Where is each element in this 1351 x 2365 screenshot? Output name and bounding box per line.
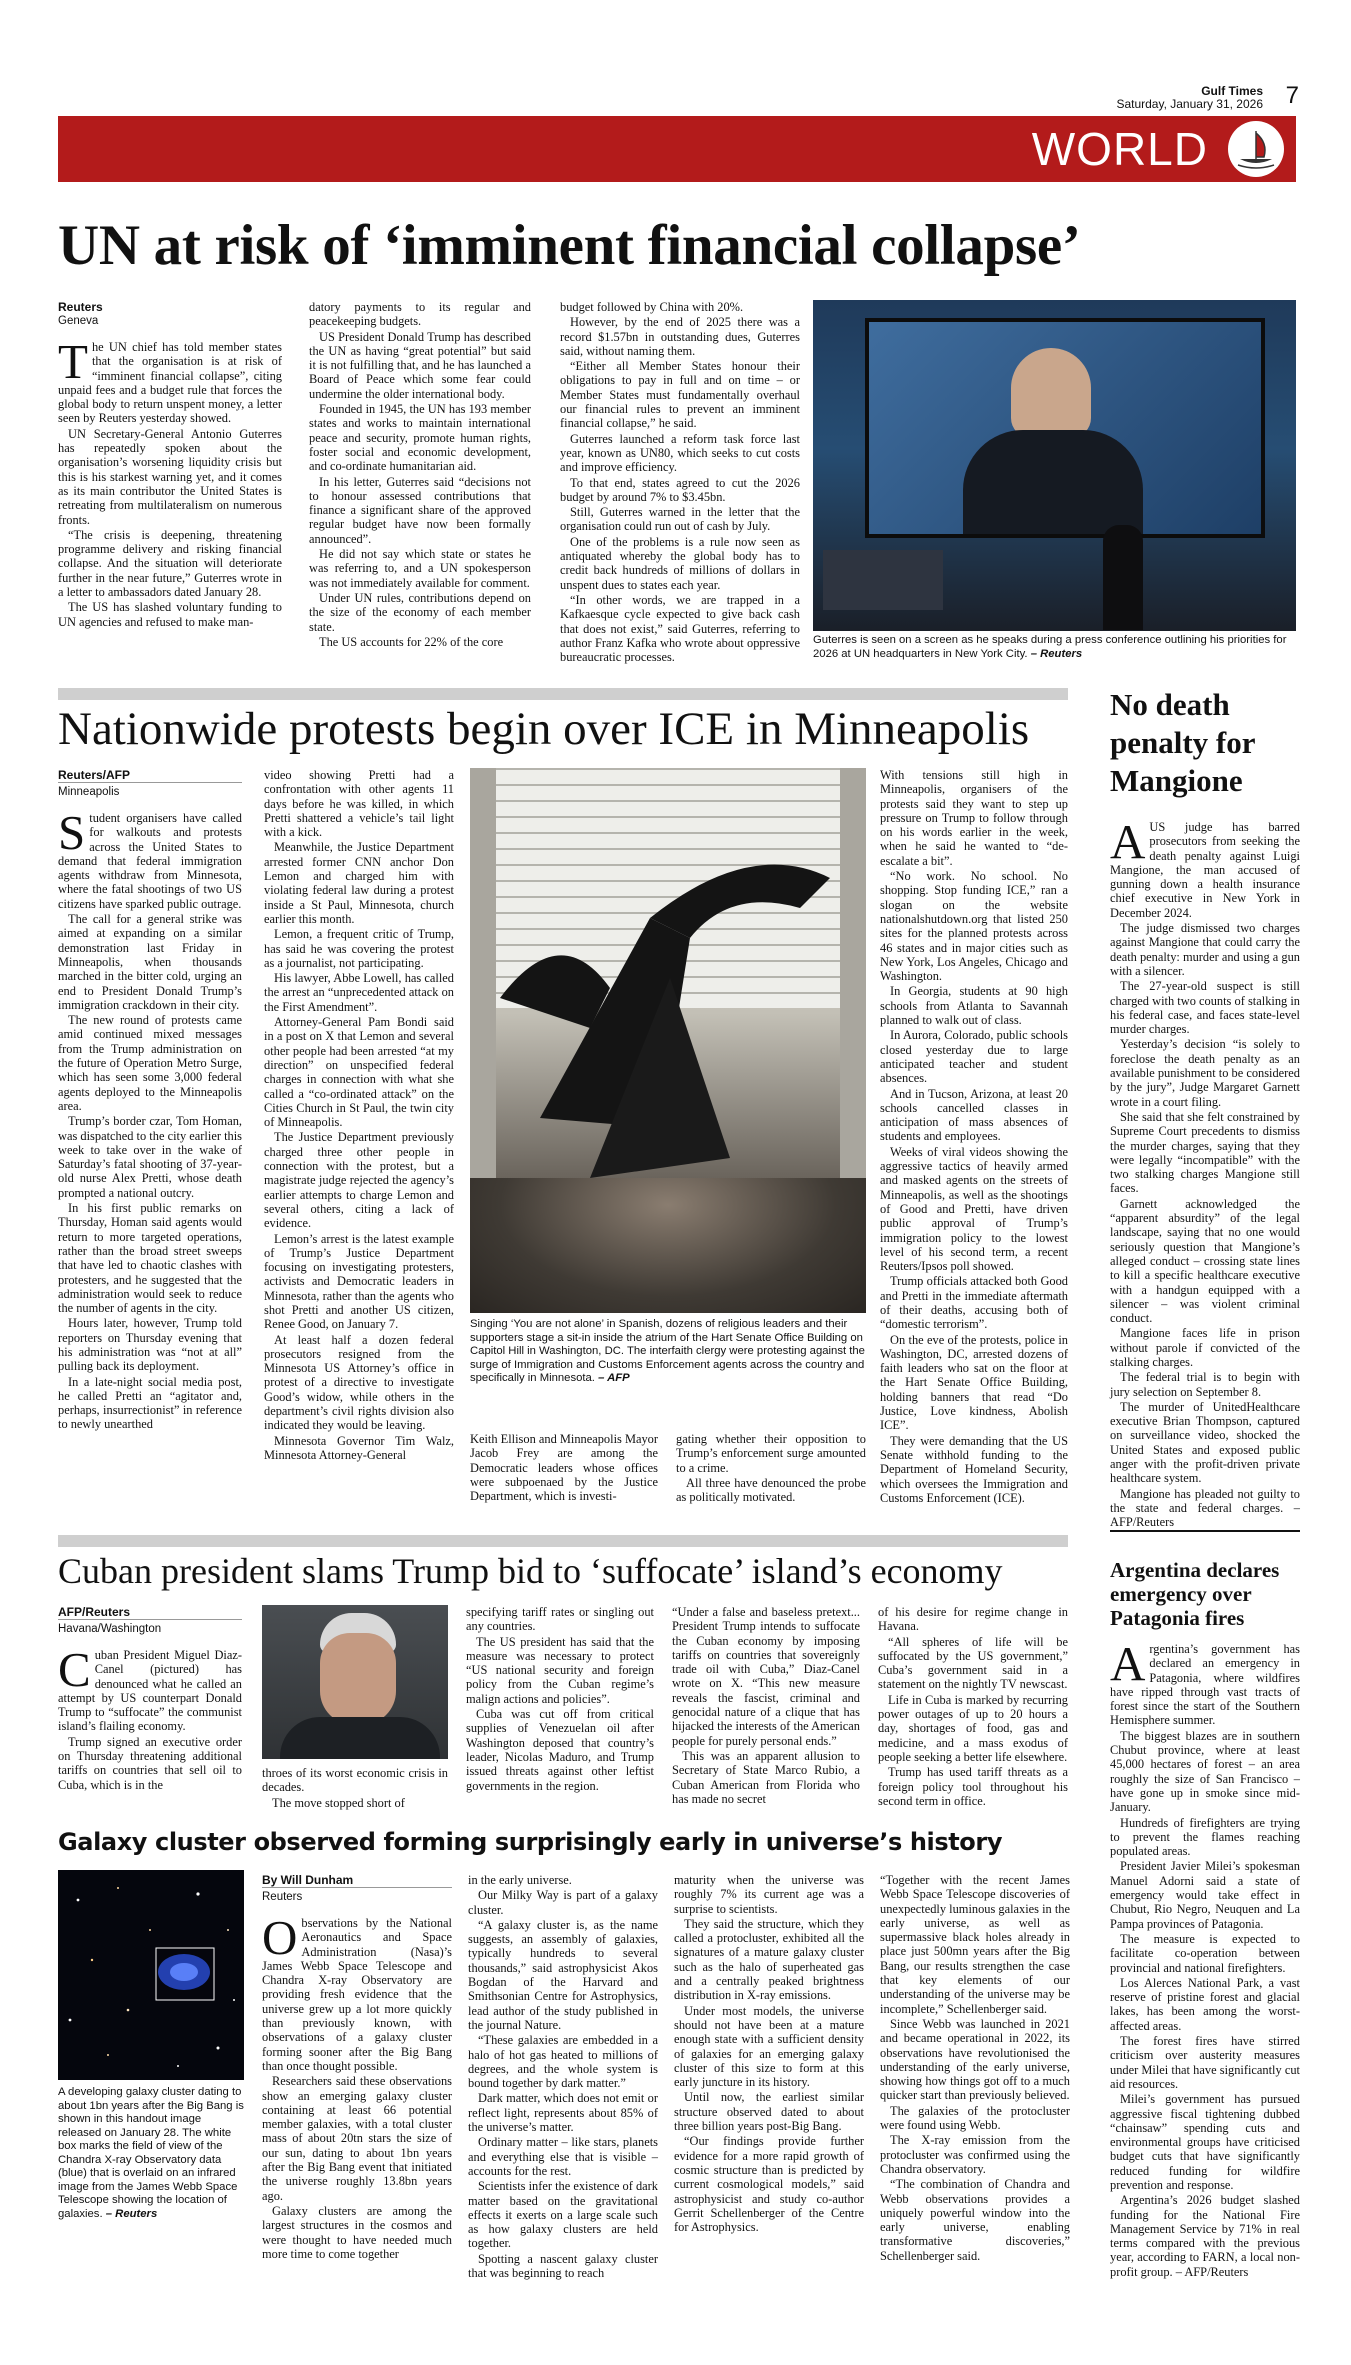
ice-paragraph: Meanwhile, the Justice Department arrested former CNN anchor Don Lemon and charged him with violating federal law during a protest inside a St Paul, Minnesota, church earlier this month.: [264, 840, 454, 926]
galaxy-paragraph: They said the structure, which they called a protocluster, exhibited all the signatures of a mature galaxy cluster such as the halo of superheated gas and a centrally peaked brightness distribution in X-ray emissions.: [674, 1916, 864, 2003]
un-byline: Reuters: [58, 300, 103, 314]
galaxy-paragraph: maturity when the universe was roughly 7% its current age was a surprise to scientists.: [674, 1873, 864, 1916]
un-paragraph: datory payments to its regular and peacekeeping budgets.: [309, 300, 531, 329]
ice-paragraph: In his first public remarks on Thursday, Homan said agents would return to more targeted operations, rather than the broad street sweeps that have led to chaotic clashes with protesters, and he suggested that the administration would seek to reduce the number of agents in the city.: [58, 1201, 242, 1316]
galaxy-paragraph: Until now, the earliest similar structure observed dated to about three billion years post-Big Bang.: [674, 2090, 864, 2134]
argentina-paragraph: The measure is expected to facilitate co-operation between provincial and national firefighters.: [1110, 1931, 1300, 1975]
galaxy-paragraph: “Together with the recent James Webb Space Telescope discoveries of unexpectedly luminous galaxies in the early universe, as well as supermassive black holes already in place just 500mn years after the Big Bang, our results strengthen the case that key elements of our understanding of the universe may be incomplete,” Schellenberger said.: [880, 1873, 1070, 2016]
un-dateline: Geneva: [58, 315, 99, 327]
un-col-3: [560, 300, 800, 665]
ice-paragraph: Hours later, however, Trump told reporters on Thursday evening that his administration was “not at all” pulling back its deployment.: [58, 1316, 242, 1374]
galaxy-col-2: [468, 1873, 658, 2281]
sidebar-divider: [1110, 1530, 1300, 1532]
galaxy-byline: By Will Dunham: [262, 1873, 354, 1887]
galaxy-paragraph: “The combination of Chandra and Webb observations provides a uniquely powerful window into the early universe, enabling transformative discoveries,” Schellenberger said.: [880, 2177, 1070, 2263]
mangione-paragraph: Mangione has pleaded not guilty to the state and federal charges. – AFP/Reuters: [1110, 1486, 1300, 1530]
un-paragraph: The US accounts for 22% of the core: [319, 634, 504, 649]
galaxy-paragraph: Researchers said these observations show an emerging galaxy cluster containing at least 66 potential member galaxies, with a total cluster mass of about 20tn stars the size of our sun, dating to about 1bn years after the Big Bang event that initiated the universe roughly 13.8bn years ago.: [262, 2074, 452, 2203]
ice-dateline: Minneapolis: [58, 782, 242, 799]
caption-text: Guterres is seen on a screen as he speaks during a press conference outlining his priorities for 2026 at UN headquarters in New York City.: [813, 634, 1287, 660]
ice-paragraph: gating whether their opposition to Trump’s enforcement surge amounted to a crime.: [676, 1432, 866, 1475]
caption-text: Singing ‘You are not alone’ in Spanish, dozens of religious leaders and their supporters stage a sit-in inside the atrium of the Hart Senate Office Building on Capitol Hill in Washington, DC. The interfaith clergy were protesting against the surge of Immigration and Customs Enforcement agents across the country and specifically in Minnesota.: [470, 1318, 865, 1384]
ice-paragraph: Trump’s border czar, Tom Homan, was dispatched to the city earlier this week to take over in the wake of Saturday’s fatal shooting of 37-year-old nurse Alex Pretti, whose death prompted a national outcry.: [58, 1114, 242, 1200]
un-paragraph: In his letter, Guterres said “decisions not to honour assessed contributions that finance a significant share of the approved regular budget have now been formally announced”.: [309, 474, 531, 546]
ice-paragraph: In Georgia, students at 90 high schools from Atlanta to Savannah planned to walk out of class.: [880, 984, 1068, 1028]
galaxy-dateline: Reuters: [262, 1887, 452, 1904]
mangione-paragraph: Mangione faces life in prison without parole if convicted of the stalking charges.: [1110, 1326, 1300, 1369]
argentina-paragraph: Hundreds of firefighters are trying to prevent the flames reaching populated areas.: [1110, 1815, 1300, 1859]
galaxy-cluster-photo: [58, 1870, 244, 2080]
cuba-paragraph: Trump signed an executive order on Thursday threatening additional tariffs on countries that sell oil to Cuba, which is in the: [58, 1734, 242, 1792]
issue-date: Saturday, January 31, 2026: [1116, 97, 1263, 111]
cuba-byline: AFP/Reuters: [58, 1605, 131, 1619]
argentina-paragraph: The biggest blazes are in southern Chubut province, where at least 45,000 hectares of forest – an area roughly the size of San Francisco – have gone up in smoke since mid-January.: [1110, 1728, 1300, 1815]
ice-col-3: [470, 1432, 658, 1504]
cuba-headline: Cuban president slams Trump bid to ‘suffocate’ island’s economy: [58, 1551, 1003, 1591]
galaxy-paragraph: Scientists infer the existence of dark matter based on the gravitational effects it exerts on a large scale such as how galaxy clusters are held together.: [468, 2179, 658, 2251]
un-paragraph: “Either all Member States honour their obligations to pay in full and on time – or Member States must fundamentally overhaul our financial rules to prevent an imminent financial collapse,” he said.: [560, 359, 800, 431]
cuba-paragraph: of his desire for regime change in Havana.: [878, 1605, 1068, 1634]
un-col-1: [58, 300, 282, 630]
cuba-dateline: Havana/Washington: [58, 1619, 242, 1636]
galaxy-paragraph: Observations by the National Aeronautics and Space Administration (Nasa)’s James Webb Space Telescope and Chandra X-ray Observatory are providing fresh evidence that the universe grew up a lot more quickly than previously known, with observations of a galaxy cluster forming sooner after the Big Bang than once thought possible.: [262, 1910, 452, 2073]
dhow-logo-icon: [1228, 121, 1284, 177]
mangione-paragraph: AUS judge has barred prosecutors from seeking the death penalty against Luigi Mangione, the man accused of gunning down a health insurance chief executive in New York in December 2024.: [1110, 814, 1300, 920]
un-paragraph: Still, Guterres warned in the letter that the organisation could run out of cash by July.: [560, 505, 800, 534]
argentina-paragraph: Milei’s government has pursued aggressive fiscal tightening dubbed “chainsaw” spending cuts and environmental groups have criticised budget cuts that have significantly reduced funding for wildfire prevention and response.: [1110, 2092, 1300, 2192]
galaxy-col-3: [674, 1873, 864, 2235]
section-title: WORLD: [1031, 123, 1208, 175]
cuba-col-4: [672, 1605, 860, 1807]
ice-paragraph: Lemon, a frequent critic of Trump, has said he was covering the protest as a journalist, not participating.: [264, 927, 454, 970]
ice-paragraph: In Aurora, Colorado, public schools closed yesterday due to large anticipated teacher and student absences.: [880, 1028, 1068, 1086]
cuba-paragraph: “Under a false and baseless pretext... President Trump intends to suffocate the Cuban economy by imposing tariffs on countries that sovereignly trade oil with Cuba,” Diaz-Canel wrote on X. “This new measure reveals the fascist, criminal and genocidal nature of a clique that has hijacked the interests of the American people for purely personal ends.”: [672, 1605, 860, 1748]
cuba-paragraph: specifying tariff rates or singling out any countries.: [466, 1605, 654, 1634]
un-paragraph: One of the problems is a rule now seen as antiquated whereby the global body has to credit back hundreds of millions of dollars in unspent dues to states each year.: [560, 534, 800, 592]
mangione-headline: No death penalty for Mangione: [1110, 687, 1255, 798]
ice-paragraph: At least half a dozen federal prosecutors resigned from the Minnesota US Attorney’s office in protest of a directive to investigate Good’s widow, while others in the department’s civil rights division also indicated they would be leaving.: [264, 1332, 454, 1433]
ice-paragraph: And in Tucson, Arizona, at least 20 schools cancelled classes in anticipation of mass absences of students and employees.: [880, 1086, 1068, 1144]
galaxy-paragraph: in the early universe.: [468, 1873, 572, 1887]
page-number: 7: [1285, 82, 1299, 109]
ice-paragraph: All three have denounced the probe as politically motivated.: [676, 1475, 866, 1505]
galaxy-paragraph: Ordinary matter – like stars, planets and everything else that is visible – accounts for the rest.: [468, 2135, 658, 2178]
ice-paragraph: In a late-night social media post, he called Pretti an “agitator and, perhaps, insurrectionist” in reference to newly unearthed: [58, 1374, 242, 1432]
galaxy-paragraph: Under most models, the universe should not have been at a mature enough state with a sufficient density of galaxies for an emerging galaxy cluster of this size to form at this early juncture in its history.: [674, 2003, 864, 2090]
galaxy-paragraph: “Our findings provide further evidence for a more rapid growth of cosmic structure than is predicted by current cosmological models,” said astrophysicist and study co-author Gerrit Schellenberger of the Centre for Astrophysics.: [674, 2134, 864, 2235]
cuba-paragraph: throes of its worst economic crisis in decades.: [262, 1766, 448, 1795]
ice-paragraph: Student organisers have called for walkouts and protests across the United States to demand that federal immigration agents withdraw from Minnesota, where the fatal shootings of two US citizens have sparked public outrage.: [58, 805, 242, 911]
cuba-col-3: [466, 1605, 654, 1794]
un-paragraph: “The crisis is deepening, threatening programme delivery and risking financial collapse. And the situation will deteriorate further in the near future,” Guterres wrote in a letter to ambassadors dated January 28.: [58, 527, 282, 600]
cuba-col-1: [58, 1605, 242, 1793]
section-band: [58, 116, 1296, 182]
cuba-paragraph: The move stopped short of: [272, 1795, 405, 1810]
argentina-headline: Argentina declares emergency over Patagonia fires: [1110, 1558, 1280, 1630]
galaxy-paragraph: The X-ray emission from the protocluster was confirmed using the Chandra observatory.: [880, 2133, 1070, 2176]
ice-paragraph: With tensions still high in Minneapolis, organisers of the protests said they want to step up pressure on Trump to follow through on his words earlier in the week, when he said he wanted to “de-escalate a bit”.: [880, 768, 1068, 868]
argentina-paragraph: The forest fires have stirred criticism over austerity measures under Milei that have significantly cut aid resources.: [1110, 2034, 1300, 2091]
cuba-col-5: [878, 1605, 1068, 1809]
un-paragraph: “In other words, we are trapped in a Kafkaesque cycle expected to give back cash that does not exist,” said Guterres, referring to author Franz Kafka who wrote about oppressive bureaucratic processes.: [560, 592, 800, 665]
un-col-2: [309, 300, 531, 650]
ice-col-1: [58, 768, 242, 1433]
galaxy-paragraph: Spotting a nascent galaxy cluster that was beginning to reach: [468, 2251, 658, 2281]
ice-paragraph: Minnesota Governor Tim Walz, Minnesota Attorney-General: [264, 1433, 454, 1462]
cuba-paragraph: Cuban President Miguel Diaz-Canel (pictured) has denounced what he called an attempt by US counterpart Donald Trump to “suffocate” the communist island’s flailing economy.: [58, 1642, 242, 1734]
mangione-paragraph: The 27-year-old suspect is still charged with two counts of stalking in his federal case, and faces state-level murder charges.: [1110, 979, 1300, 1037]
un-paragraph: budget followed by China with 20%.: [560, 300, 744, 314]
ice-paragraph: The new round of protests came amid continued mixed messages from the Trump administration on the future of Operation Metro Surge, which has seen some 3,000 federal agents deployed to the Minneapolis area.: [58, 1013, 242, 1113]
ice-paragraph: On the eve of the protests, police in Washington, DC, arrested dozens of faith leaders who sat on the floor at the Hart Senate Office Building, holding banners that read “Do Justice, Love kindness, Abolish ICE”.: [880, 1332, 1068, 1433]
galaxy-paragraph: Our Milky Way is part of a galaxy cluster.: [468, 1888, 658, 1917]
cuba-paragraph: “All spheres of life will be suffocated by the US government,” Cuba’s government said in a statement on the nightly TV newscast.: [878, 1634, 1068, 1692]
clergy-sit-in-photo: [470, 768, 866, 1313]
galaxy-paragraph: Since Webb was launched in 2021 and became operational in 2022, its observations have revolutionised the understanding of the early universe, showing how things got off to a much quicker start than previously believed.: [880, 2016, 1070, 2103]
mangione-paragraph: The murder of UnitedHealthcare executive Brian Thompson, captured on surveillance video, shocked the United States and exposed public anger with the profit-driven private healthcare system.: [1110, 1399, 1300, 1486]
ice-col-2: [264, 768, 454, 1463]
ice-col-5: [880, 768, 1068, 1506]
caption-credit: – Reuters: [105, 2207, 158, 2220]
cuba-paragraph: The US president has said that the measure was necessary to protect “US national security and foreign policy from the Cuban regime’s malign actions and policies”.: [466, 1634, 654, 1706]
un-paragraph: US President Donald Trump has described the UN as having “great potential” but said it is not fulfilling that, and he has launched a Board of Peace which some fear could undermine the older international body.: [309, 329, 531, 401]
un-paragraph: Under UN rules, contributions depend on the size of the economy of each member state.: [309, 590, 531, 634]
mangione-col: [1110, 814, 1300, 1531]
ice-paragraph: Lemon’s arrest is the latest example of Trump’s Justice Department focusing on investigating protesters, activists and Democratic leaders in Minnesota, rather than the agents who shot Pretti and another US citizen, Renee Good, on January 7.: [264, 1231, 454, 1332]
un-paragraph: He did not say which state or states he was referring to, and a UN spokesperson was not immediately available for comment.: [309, 547, 531, 590]
galaxy-col-1: [262, 1873, 452, 2262]
galaxy-paragraph: The galaxies of the protocluster were found using Webb.: [880, 2103, 1070, 2133]
ice-paragraph: video showing Pretti had a confrontation with other agents 11 days before he was killed, in which Pretti shattered a vehicle’s tail light with a kick.: [264, 768, 454, 840]
un-paragraph: UN Secretary-General Antonio Guterres has repeatedly spoken about the organisation’s worsening liquidity crisis but this is his starkest warning yet, and it comes as its main contributor the United States is retreating from multilateralism on numerous fronts.: [58, 426, 282, 527]
caption-credit: – Reuters: [1030, 647, 1083, 660]
galaxy-col-4: [880, 1873, 1070, 2264]
ice-paragraph: The call for a general strike was aimed at expanding on a similar demonstration last Friday in Minneapolis, when thousands marched in the bitter cold, urging an end to President Donald Trump’s immigration crackdown in their city.: [58, 912, 242, 1012]
ice-byline: Reuters/AFP: [58, 768, 131, 782]
divider: [58, 688, 1068, 700]
caption-text: A developing galaxy cluster dating to about 1bn years after the Big Bang is shown in this handout image released on January 28. The white box marks the field of view of the Chandra X-ray Observatory data (blue) that is overlaid on an infrared image from the James Webb Space Telescope showing the location of galaxies.: [58, 2086, 244, 2220]
argentina-col: [1110, 1636, 1300, 2280]
ice-photo-caption: [470, 1318, 866, 1386]
ice-paragraph: The Justice Department previously charged three other people in connection with the protest, but a magistrate judge rejected the agency’s earlier attempts to charge Lemon and several others, citing a lack of evidence.: [264, 1130, 454, 1231]
un-paragraph: Founded in 1945, the UN has 193 member states and works to maintain international peace and security, promote human rights, foster social and economic development, and co-ordinate humanitarian aid.: [309, 402, 531, 474]
ice-paragraph: His lawyer, Abbe Lowell, has called the arrest an “unprecedented attack on the First Amendment”.: [264, 971, 454, 1014]
cuba-paragraph: Life in Cuba is marked by recurring power outages of up to 20 hours a day, shortages of food, gas and medicine, and a mass exodus of people seeking a better life elsewhere.: [878, 1692, 1068, 1764]
ice-paragraph: Keith Ellison and Minneapolis Mayor Jacob Frey are among the Democratic leaders whose offices were subpoenaed by the Justice Department, which is investi-: [470, 1432, 658, 1504]
galaxy-headline: Galaxy cluster observed forming surprisingly early in universe’s history: [58, 1828, 1003, 1856]
cuba-paragraph: This was an apparent allusion to Secretary of State Marco Rubio, a Cuban American from Florida who has made no secret: [672, 1748, 860, 1806]
ice-paragraph: Attorney-General Pam Bondi said in a post on X that Lemon and several other people had been arrested “at my direction” on unspecified federal charges in connection with what she called a “co-ordinated attack” on the Cities Church in St Paul, the twin city of Minneapolis.: [264, 1015, 454, 1130]
mangione-paragraph: Garnett acknowledged the “apparent absurdity” of the legal landscape, saying that no one would seriously question that Mangione’s alleged conduct – crossing state lines to kill a specific healthcare executive with a handgun equipped with a silencer – was violent criminal conduct.: [1110, 1196, 1300, 1326]
ice-paragraph: They were demanding that the US Senate withhold funding to the Department of Homeland Security, which oversees the Immigration and Customs Enforcement (ICE).: [880, 1433, 1068, 1505]
un-paragraph: The US has slashed voluntary funding to UN agencies and refused to make man-: [58, 600, 282, 629]
galaxy-paragraph: “A galaxy cluster is, as the name suggests, an assembly of galaxies, typically hundreds to several thousands,” said astrophysicist Akos Bogdan of the Harvard and Smithsonian Centre for Astrophysics, lead author of the study published in the journal Nature.: [468, 1917, 658, 2032]
argentina-paragraph: Argentina’s 2026 budget slashed funding for the National Fire Management Service by 71% in real terms compared with the previous year, according to FARN, a local non-profit group. – AFP/Reuters: [1110, 2193, 1300, 2279]
argentina-paragraph: President Javier Milei’s spokesman Manuel Adorni said a state of emergency would take effect in Chubut, Rio Negro, Neuquen and La Pampa provinces of Patagonia.: [1110, 1859, 1300, 1931]
argentina-paragraph: Los Alerces National Park, a vast reserve of pristine forest and glacial lakes, has been among the worst-affected areas.: [1110, 1975, 1300, 2033]
galaxy-photo-caption: [58, 2086, 244, 2221]
ice-paragraph: Weeks of viral videos showing the aggressive tactics of heavily armed and masked agents on the streets of Minneapolis, as well as the shootings of Good and Pretti, have driven public approval of Trump’s immigration policy to the lowest level of his second term, a recent Reuters/Ipsos poll showed.: [880, 1144, 1068, 1274]
mangione-paragraph: Yesterday’s decision “is solely to foreclose the death penalty as an available punishment to be considered by the jury”, Judge Margaret Garnett wrote in a court filing.: [1110, 1037, 1300, 1109]
galaxy-paragraph: “These galaxies are embedded in a halo of hot gas heated to millions of degrees, and the whole system is bound together by dark matter.”: [468, 2033, 658, 2091]
un-paragraph: Guterres launched a reform task force last year, known as UN80, which seeks to cut costs and improve efficiency.: [560, 431, 800, 475]
cuba-paragraph: Trump has used tariff threats as a foreign policy tool throughout his second term in office.: [878, 1765, 1068, 1808]
ice-paragraph: “No work. No school. No shopping. Stop funding ICE,” ran a slogan on the website nationalshutdown.org that listed 250 sites for the planned protests across 46 states and in major cities such as New York, Los Angeles, Chicago and Washington.: [880, 869, 1068, 984]
un-photo-caption: [813, 634, 1296, 661]
ice-col-4: [676, 1432, 866, 1505]
divider: [58, 1535, 1068, 1547]
ice-headline: Nationwide protests begin over ICE in Minneapolis: [58, 703, 1030, 755]
un-headline: UN at risk of ‘imminent financial collapse’: [58, 214, 1081, 277]
un-paragraph: However, by the end of 2025 there was a record $1.57bn in outstanding dues, Guterres said, without naming them.: [560, 315, 800, 358]
mangione-paragraph: The federal trial is to begin with jury selection on September 8.: [1110, 1370, 1300, 1399]
cuba-paragraph: Cuba was cut off from critical supplies of Venezuelan oil after Washington deposed that country’s leader, Nicolas Maduro, and Trump issued threats against other leftist governments in the region.: [466, 1707, 654, 1793]
ice-paragraph: Trump officials attacked both Good and Pretti in the immediate aftermath of their deaths, accusing both of “domestic terrorism”.: [880, 1274, 1068, 1332]
galaxy-paragraph: Galaxy clusters are among the largest structures in the cosmos and were thought to have needed much more time to come together: [262, 2203, 452, 2261]
guterres-photo: [813, 300, 1296, 631]
mangione-paragraph: She said that she felt constrained by Supreme Court precedents to dismiss the murder charges, saying that they were legally “incompatible” with the two stalking charges Mangione still faces.: [1110, 1109, 1300, 1196]
mangione-paragraph: The judge dismissed two charges against Mangione that could carry the death penalty: murder and using a gun with a silencer.: [1110, 921, 1300, 978]
galaxy-paragraph: Dark matter, which does not emit or reflect light, represents about 85% of the universe’s matter.: [468, 2091, 658, 2135]
cuba-col-2: [262, 1766, 448, 1811]
un-paragraph: To that end, states agreed to cut the 2026 budget by around 7% to $3.45bn.: [560, 475, 800, 504]
diaz-canel-photo: [262, 1605, 448, 1759]
un-paragraph: The UN chief has told member states that the organisation is at risk of “imminent financial collapse”, citing unpaid fees and a budget rule that forces the global body to return unspent money, a letter seen by Reuters yesterday showed.: [58, 334, 282, 426]
argentina-paragraph: Argentina’s government has declared an emergency in Patagonia, where wildfires have ripped through vast tracts of forest since the start of the Southern Hemisphere summer.: [1110, 1636, 1300, 1728]
paper-name: Gulf Times: [1201, 84, 1263, 98]
caption-credit: – AFP: [598, 1372, 630, 1384]
